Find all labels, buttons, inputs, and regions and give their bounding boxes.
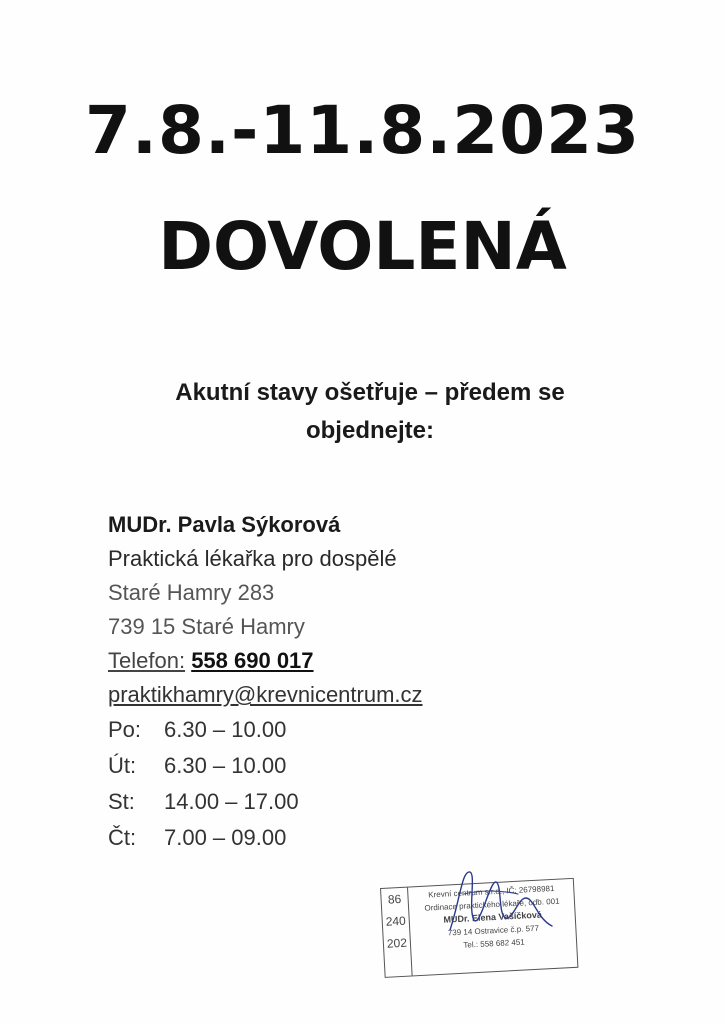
- stamp-company: Krevní centrum s.r.o., IČ: 26798981: [428, 883, 555, 900]
- substitute-notice: [120, 374, 620, 450]
- hours-time: 14.00 – 17.00: [164, 789, 299, 814]
- signature: [440, 860, 560, 940]
- stamp-doctor: MUDr. Elena Vašíčková: [443, 909, 543, 925]
- address-city: 739 15 Staré Hamry: [108, 614, 305, 639]
- email-line: [108, 678, 528, 712]
- address-street: Staré Hamry 283: [108, 580, 275, 605]
- hours-row: [108, 820, 528, 856]
- stamp-address: 739 14 Ostravice č.p. 577: [447, 923, 540, 938]
- notice-line-2: objednejte:: [305, 417, 434, 444]
- stamp-phone: Tel.: 558 682 451: [463, 937, 525, 950]
- hours-time: 7.00 – 09.00: [164, 825, 287, 850]
- stamp-code: 240: [385, 913, 407, 929]
- stamp-code: 202: [386, 935, 408, 951]
- stamp-practice: Ordinace praktického lékaře, odb. 001: [424, 896, 560, 913]
- hours-day: St:: [108, 789, 135, 814]
- phone-label: Telefon:: [108, 648, 186, 673]
- stamp-code: 86: [387, 891, 402, 907]
- hours-time: 6.30 – 10.00: [164, 753, 287, 778]
- office-hours: [108, 712, 528, 856]
- hours-day: Čt:: [108, 825, 137, 850]
- phone-number[interactable]: 558 690 017: [191, 648, 314, 673]
- phone-line: [108, 644, 528, 678]
- doctor-name: MUDr. Pavla Sýkorová: [108, 512, 341, 537]
- substitute-contact: [108, 508, 528, 856]
- vacation-title: DOVOLENÁ: [158, 208, 567, 285]
- hours-row: [108, 784, 528, 820]
- hours-row: [108, 748, 528, 784]
- hours-time: 6.30 – 10.00: [164, 717, 287, 742]
- stamp-codes: [381, 888, 413, 977]
- email-link[interactable]: praktikhamry@krevnicentrum.cz: [108, 682, 423, 707]
- doctor-role: Praktická lékařka pro dospělé: [108, 546, 397, 571]
- notice-line-1: Akutní stavy ošetřuje – předem se: [175, 379, 565, 406]
- hours-day: Út:: [108, 753, 137, 778]
- hours-row: [108, 712, 528, 748]
- vacation-dates: 7.8.-11.8.2023: [85, 92, 640, 169]
- hours-day: Po:: [108, 717, 142, 742]
